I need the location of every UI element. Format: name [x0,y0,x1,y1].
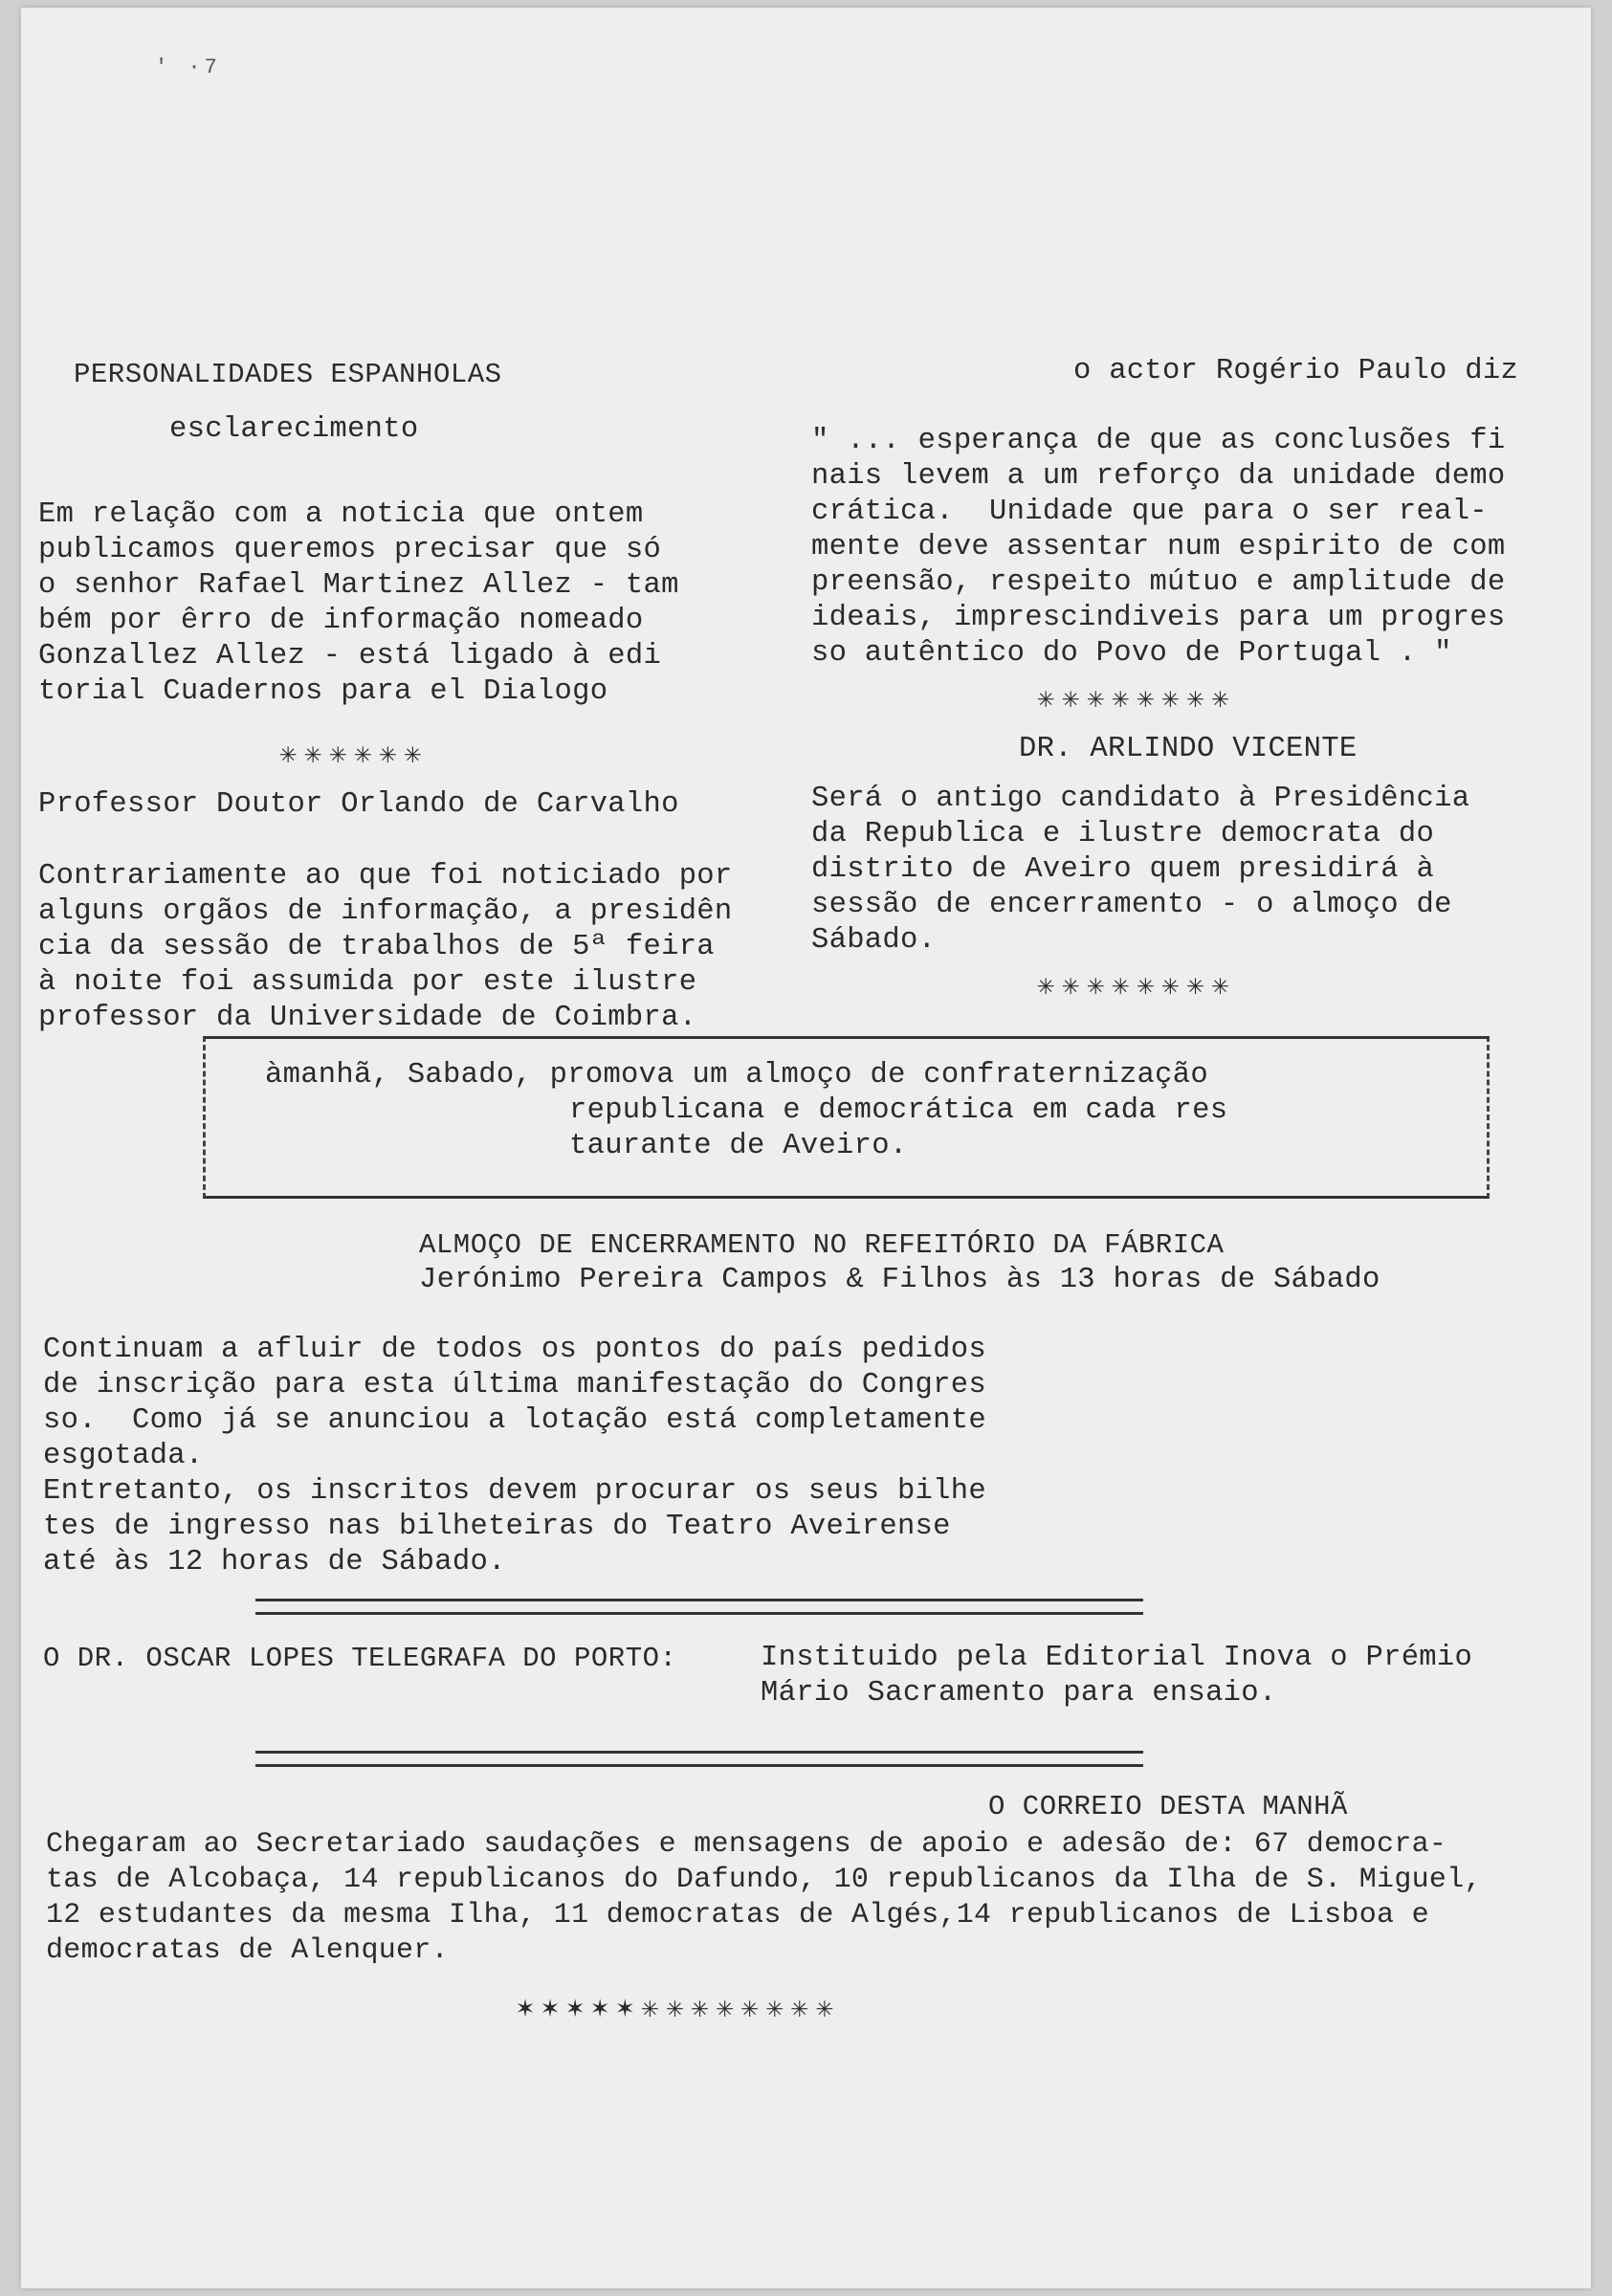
separator-stars-bottom: ✶✶✶✶✶✳✳✳✳✳✳✳✳ [517,1994,841,2026]
text-line: Contrariamente ao que foi noticiado por [38,860,733,893]
oscar-text-line-1: Instituido pela Editorial Inova o Prémio [761,1642,1473,1674]
double-rule-line [255,1612,1143,1615]
text-line: tes de ingresso nas bilheteiras do Teatro Aveirense [43,1511,951,1543]
document-sheet [21,8,1591,2288]
announcement-line-2: republicana e democrática em cada res [569,1094,1228,1127]
separator-stars-right-1: ✳✳✳✳✳✳✳✳ [1037,684,1237,717]
text-line: Será o antigo candidato à Presidência [811,783,1470,815]
double-rule-line [255,1751,1143,1754]
text-line: publicamos queremos precisar que só [38,534,662,566]
text-line: crática. Unidade que para o ser real- [811,496,1488,528]
heading-almoco-encerramento: ALMOÇO DE ENCERRAMENTO NO REFEITÓRIO DA FÁBRICA [419,1229,1225,1261]
text-line: sessão de encerramento - o almoço de [811,889,1452,921]
text-line: da Republica e ilustre democrata do [811,818,1435,850]
text-line: alguns orgãos de informação, a presidên [38,895,733,928]
text-line: professor da Universidade de Coimbra. [38,1002,697,1034]
text-line: à noite foi assumida por este ilustre [38,966,697,999]
separator-stars-left: ✳✳✳✳✳✳ [279,740,430,772]
heading-arlindo-vicente: DR. ARLINDO VICENTE [1019,733,1358,765]
text-line: preensão, respeito mútuo e amplitude de [811,566,1506,599]
text-line: distrito de Aveiro quem presidirá à [811,853,1435,886]
heading-correio: O CORREIO DESTA MANHÃ [988,1791,1348,1822]
text-line: Em relação com a noticia que ontem [38,498,644,531]
text-line: mente deve assentar num espirito de com [811,531,1506,563]
text-line: " ... esperança de que as conclusões fi [811,425,1506,457]
separator-stars-right-2: ✳✳✳✳✳✳✳✳ [1037,971,1237,1004]
text-line: Chegaram ao Secretariado saudações e mensagens de apoio e adesão de: 67 democra- [46,1828,1447,1861]
corner-mark: ' ·7 [155,55,221,79]
heading-oscar-lopes: O DR. OSCAR LOPES TELEGRAFA DO PORTO: [43,1643,677,1674]
announcement-line-1: àmanhã, Sabado, promova um almoço de confraternização [265,1059,1208,1092]
text-line: ideais, imprescindiveis para um progres [811,602,1506,634]
double-rule-line [255,1599,1143,1601]
text-line: Sábado. [811,924,937,957]
oscar-text-line-2: Mário Sacramento para ensaio. [761,1677,1277,1710]
text-line: de inscrição para esta última manifestação do Congres [43,1369,986,1402]
subheading-almoco: Jerónimo Pereira Campos & Filhos às 13 horas de Sábado [419,1264,1380,1296]
text-line: democratas de Alenquer. [46,1934,449,1967]
text-line: Entretanto, os inscritos devem procurar os seus bilhe [43,1475,986,1508]
text-line: so autêntico do Povo de Portugal . " [811,637,1452,670]
heading-orlando-carvalho: Professor Doutor Orlando de Carvalho [38,788,679,821]
text-line: 12 estudantes da mesma Ilha, 11 democratas de Algés,14 republicanos de Lisboa e [46,1899,1429,1932]
text-line: torial Cuadernos para el Dialogo [38,675,608,708]
subheading-esclarecimento: esclarecimento [169,413,419,446]
announcement-line-3: taurante de Aveiro. [569,1130,908,1162]
double-rule-line [255,1764,1143,1767]
text-line: até às 12 horas de Sábado. [43,1546,506,1578]
heading-personalidades: PERSONALIDADES ESPANHOLAS [74,359,502,390]
text-line: Continuam a afluir de todos os pontos do país pedidos [43,1334,986,1366]
text-line: so. Como já se anunciou a lotação está completamente [43,1404,986,1437]
text-line: nais levem a um reforço da unidade demo [811,460,1506,493]
text-line: bém por êrro de informação nomeado [38,605,644,637]
text-line: Gonzallez Allez - está ligado à edi [38,640,662,673]
text-line: cia da sessão de trabalhos de 5ª feira [38,931,715,963]
text-line: tas de Alcobaça, 14 republicanos do Dafundo, 10 republicanos da Ilha de S. Miguel, [46,1864,1482,1896]
heading-rogerio-paulo: o actor Rogério Paulo diz [1073,355,1519,387]
text-line: o senhor Rafael Martinez Allez - tam [38,569,679,602]
text-line: esgotada. [43,1440,204,1472]
